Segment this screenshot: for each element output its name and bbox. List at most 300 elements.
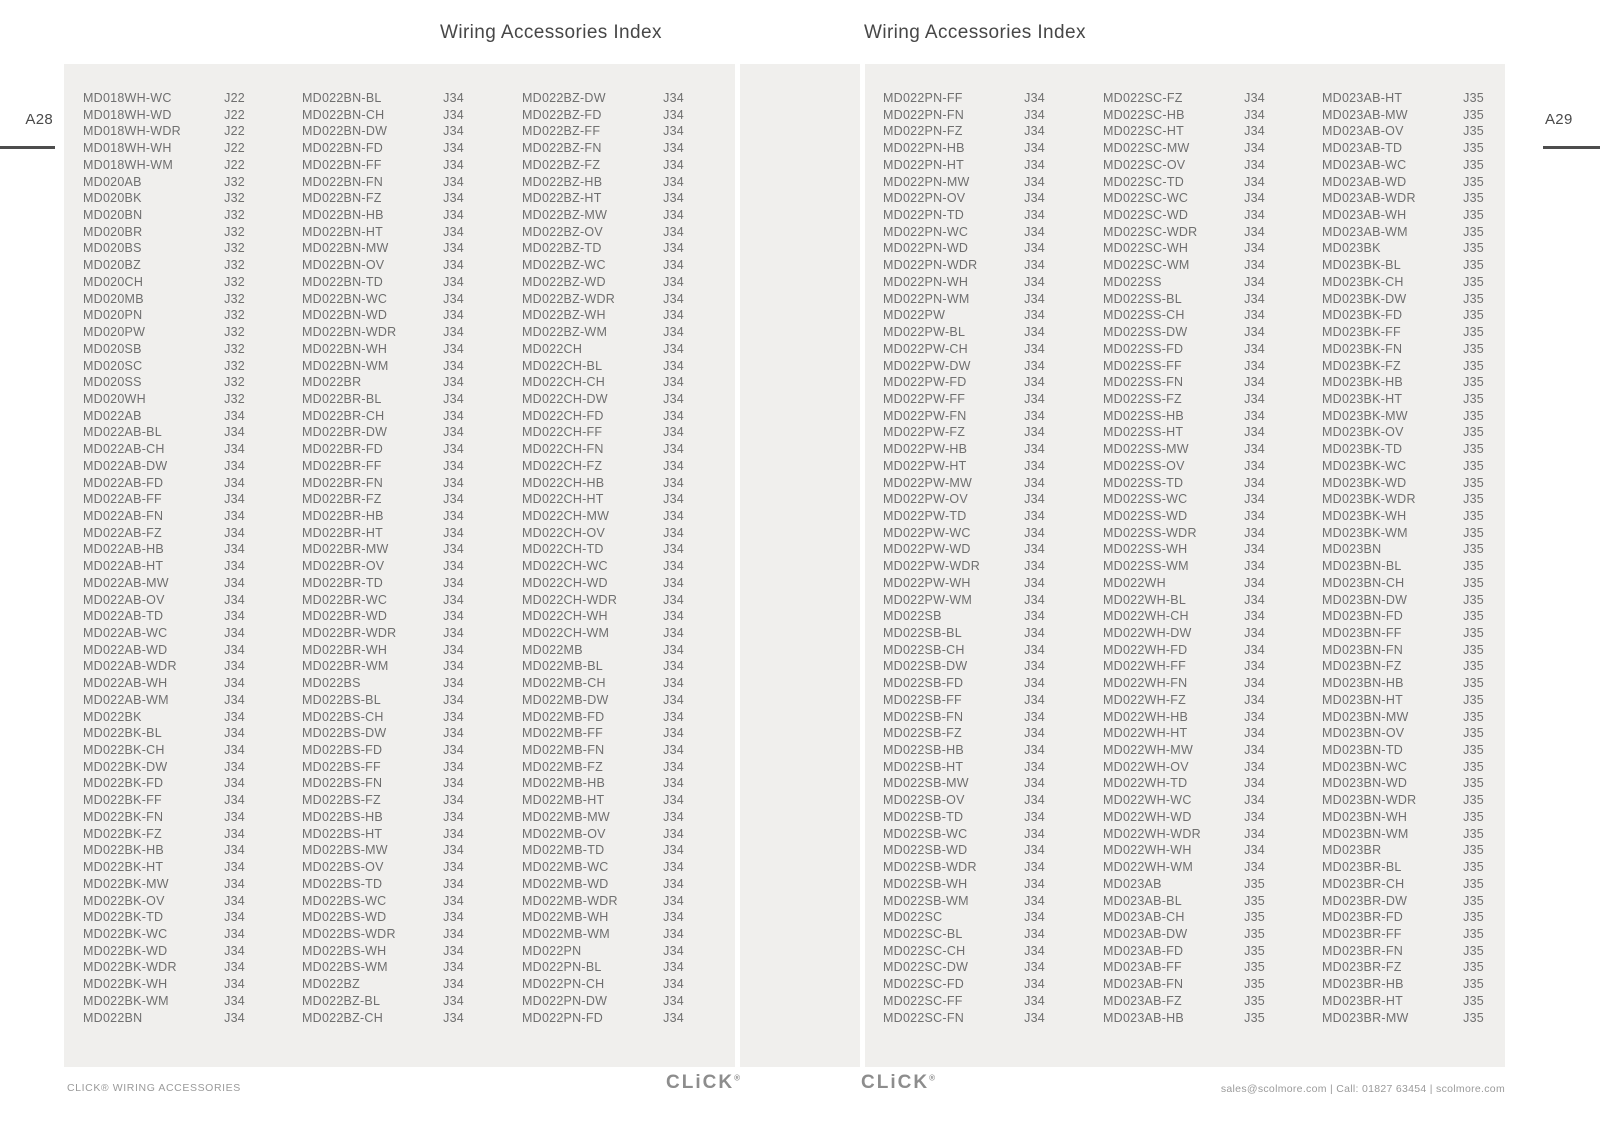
page-ref: J35 — [1244, 1010, 1265, 1025]
index-entry — [302, 944, 464, 961]
index-entry — [1103, 492, 1265, 509]
index-entry — [1103, 960, 1265, 977]
page-ref: J34 — [1244, 743, 1265, 758]
product-code: MD023BK-WC — [1322, 458, 1407, 473]
index-entry — [883, 542, 1045, 559]
page-ref: J34 — [1024, 910, 1045, 925]
product-code: MD020SS — [83, 375, 142, 390]
index-entry — [302, 894, 464, 911]
index-entry — [883, 977, 1045, 994]
page-ref: J34 — [1024, 943, 1045, 958]
index-entry — [1322, 659, 1484, 676]
product-code: MD022BR-WC — [302, 592, 388, 607]
index-entry — [883, 877, 1045, 894]
index-entry — [1322, 175, 1484, 192]
page-ref: J34 — [1244, 759, 1265, 774]
page-ref: J34 — [224, 575, 245, 590]
index-column-6 — [1322, 91, 1484, 1027]
product-code: MD023BN-DW — [1322, 592, 1408, 607]
index-entry — [1322, 1011, 1484, 1028]
product-code: MD022BK-OV — [83, 893, 165, 908]
product-code: MD023BN-FD — [1322, 609, 1403, 624]
product-code: MD022CH-OV — [522, 525, 606, 540]
index-entry — [1322, 843, 1484, 860]
product-code: MD022BK-FF — [83, 793, 162, 808]
page-ref: J35 — [1463, 508, 1484, 523]
product-code: MD022BS-WH — [302, 943, 387, 958]
product-code: MD022PW — [883, 308, 946, 323]
page-ref: J34 — [1024, 826, 1045, 841]
index-entry — [83, 526, 245, 543]
product-code: MD022WH-DW — [1103, 626, 1192, 640]
page-ref: J34 — [443, 575, 464, 590]
product-code: MD023BN — [1322, 542, 1382, 557]
page-ref: J34 — [663, 1010, 684, 1025]
product-code: MD022BN-FF — [302, 157, 382, 172]
product-code: MD020AB — [83, 174, 142, 189]
index-entry — [522, 609, 684, 626]
page-ref: J34 — [1024, 743, 1045, 758]
index-entry — [1103, 743, 1265, 760]
product-code: MD022MB-WDR — [522, 893, 618, 908]
page-ref: J34 — [1024, 592, 1045, 607]
product-code: MD022BN-OV — [302, 258, 385, 273]
page-ref: J35 — [1463, 676, 1484, 691]
product-code: MD022BK-TD — [83, 910, 164, 925]
index-entry — [1322, 910, 1484, 927]
product-code: MD022BK-MW — [83, 876, 169, 891]
page-ref: J34 — [663, 308, 684, 323]
product-code: MD022SC-MW — [1103, 141, 1190, 156]
index-entry — [522, 509, 684, 526]
product-code: MD020BN — [83, 208, 143, 223]
index-entry — [83, 225, 245, 242]
index-entry — [522, 392, 684, 409]
product-code: MD020MB — [83, 291, 144, 306]
index-entry — [1322, 944, 1484, 961]
index-entry — [1103, 409, 1265, 426]
product-code: MD022SB-FF — [883, 692, 962, 707]
page-ref: J34 — [443, 977, 464, 992]
index-entry — [1103, 175, 1265, 192]
product-code: MD022WH-WC — [1103, 793, 1192, 808]
product-code: MD022PN-WDR — [883, 258, 978, 273]
page-ref: J34 — [224, 626, 245, 640]
page-ref: J35 — [1463, 191, 1484, 206]
product-code: MD022SS-DW — [1103, 325, 1188, 340]
product-code: MD022BK-CH — [83, 743, 165, 758]
page-ref: J34 — [224, 709, 245, 724]
product-code: MD023BN-WC — [1322, 759, 1408, 774]
page-ref: J34 — [443, 726, 464, 741]
page-ref: J34 — [663, 759, 684, 774]
index-entry — [522, 476, 684, 493]
index-entry — [302, 776, 464, 793]
page-ref: J35 — [1463, 910, 1484, 925]
index-entry — [1103, 693, 1265, 710]
page-ref: J34 — [443, 375, 464, 390]
page-ref: J34 — [224, 659, 245, 674]
product-code: MD022SS-HT — [1103, 425, 1184, 440]
page-ref: J34 — [443, 910, 464, 925]
page-ref: J34 — [1024, 559, 1045, 574]
page-ref: J34 — [1024, 960, 1045, 975]
page-ref: J34 — [443, 759, 464, 774]
product-code: MD022BR-FF — [302, 458, 382, 473]
product-code: MD022SB — [883, 609, 942, 624]
page-ref: J34 — [443, 926, 464, 941]
page-ref: J34 — [1244, 592, 1265, 607]
page-ref: J35 — [1463, 291, 1484, 306]
index-entry — [83, 1011, 245, 1028]
product-code: MD022PN-HB — [883, 141, 965, 156]
product-code: MD022AB-HT — [83, 559, 164, 574]
product-code: MD022CH-TD — [522, 542, 604, 557]
index-entry — [1322, 492, 1484, 509]
index-entry — [883, 292, 1045, 309]
product-code: MD022SC-TD — [1103, 174, 1184, 189]
page-ref: J34 — [1244, 458, 1265, 473]
product-code: MD022BZ-WDR — [522, 291, 616, 306]
page-ref: J34 — [1024, 241, 1045, 256]
page-ref: J22 — [224, 157, 245, 172]
product-code: MD022BS-DW — [302, 726, 387, 741]
product-code: MD022BK-BL — [83, 726, 162, 741]
page-ref: J34 — [1244, 241, 1265, 256]
page-ref: J34 — [1244, 475, 1265, 490]
product-code: MD023AB-WDR — [1322, 191, 1416, 206]
index-entry — [522, 158, 684, 175]
index-entry — [883, 676, 1045, 693]
page-ref: J32 — [224, 174, 245, 189]
product-code: MD022PN — [522, 943, 582, 958]
page-ref: J35 — [1463, 826, 1484, 841]
index-entry — [83, 659, 245, 676]
page-ref: J22 — [224, 124, 245, 139]
product-code: MD022BR-OV — [302, 559, 385, 574]
index-entry — [1103, 877, 1265, 894]
product-code: MD022BS-FD — [302, 743, 383, 758]
index-entry — [1103, 810, 1265, 827]
page-ref: J34 — [224, 893, 245, 908]
page-ref: J34 — [663, 893, 684, 908]
index-entry — [883, 927, 1045, 944]
product-code: MD022PW-DW — [883, 358, 971, 373]
product-code: MD018WH-WD — [83, 107, 172, 122]
product-code: MD023AB-TD — [1322, 141, 1403, 156]
page-ref: J34 — [443, 141, 464, 156]
product-code: MD022AB-MW — [83, 575, 169, 590]
page-ref: J34 — [1244, 91, 1265, 105]
product-code: MD022MB-TD — [522, 843, 605, 858]
product-code: MD022BN-HT — [302, 224, 383, 239]
product-code: MD022PW-WH — [883, 575, 971, 590]
page-ref: J34 — [663, 609, 684, 624]
page-ref: J34 — [1024, 876, 1045, 891]
page-ref: J34 — [663, 793, 684, 808]
page-ref: J35 — [1463, 926, 1484, 941]
product-code: MD022BZ-BL — [302, 993, 381, 1008]
product-code: MD022PN-WD — [883, 241, 969, 256]
page-ref: J34 — [1024, 274, 1045, 289]
product-code: MD022PW-WC — [883, 525, 971, 540]
index-entry — [302, 643, 464, 660]
product-code: MD022BS — [302, 676, 361, 691]
click-logo — [861, 1072, 935, 1094]
product-code: MD023BK-WD — [1322, 475, 1407, 490]
product-code: MD020BS — [83, 241, 142, 256]
index-entry — [83, 492, 245, 509]
page-ref: J34 — [1024, 475, 1045, 490]
product-code: MD022SB-FD — [883, 676, 964, 691]
index-entry — [83, 258, 245, 275]
index-entry — [883, 141, 1045, 158]
index-entry — [302, 509, 464, 526]
page-ref: J34 — [663, 358, 684, 373]
index-entry — [302, 760, 464, 777]
page-ref: J34 — [224, 442, 245, 457]
page-ref: J34 — [1244, 575, 1265, 590]
page-ref: J34 — [224, 776, 245, 791]
index-entry — [522, 124, 684, 141]
page-ref: J34 — [1024, 676, 1045, 691]
page-ref: J34 — [1024, 709, 1045, 724]
product-code: MD022BR-MW — [302, 542, 389, 557]
product-code: MD022BZ-FZ — [522, 157, 601, 172]
product-code: MD022MB-WM — [522, 926, 610, 941]
index-entry — [83, 425, 245, 442]
page-ref: J34 — [663, 826, 684, 841]
product-code: MD022SB-DW — [883, 659, 968, 674]
page-ref: J34 — [224, 475, 245, 490]
page-ref: J34 — [1024, 325, 1045, 340]
page-ref: J34 — [224, 843, 245, 858]
page-ref: J34 — [1244, 341, 1265, 356]
product-code: MD022PN-WM — [883, 291, 970, 306]
product-code: MD022BN-TD — [302, 274, 383, 289]
product-code: MD022CH-WM — [522, 626, 610, 640]
page-ref: J34 — [663, 659, 684, 674]
product-code: MD022AB-CH — [83, 442, 165, 457]
index-entry — [883, 175, 1045, 192]
page-ref: J34 — [443, 960, 464, 975]
product-code: MD022PN-FF — [883, 91, 963, 105]
product-code: MD022SB-OV — [883, 793, 965, 808]
index-entry — [83, 977, 245, 994]
product-code: MD022WH-OV — [1103, 759, 1189, 774]
index-entry — [1103, 442, 1265, 459]
page-tab-rule — [1543, 146, 1600, 149]
product-code: MD022PW-FD — [883, 375, 967, 390]
page-ref: J34 — [663, 776, 684, 791]
index-entry — [1322, 191, 1484, 208]
product-code: MD023BK-FF — [1322, 325, 1401, 340]
index-entry — [883, 810, 1045, 827]
page-ref: J34 — [663, 743, 684, 758]
page-ref: J35 — [1463, 709, 1484, 724]
index-entry — [1322, 442, 1484, 459]
product-code: MD020PW — [83, 325, 146, 340]
page-tab-left — [0, 111, 55, 128]
index-entry — [83, 191, 245, 208]
product-code: MD022WH-WDR — [1103, 826, 1201, 841]
page-ref: J35 — [1463, 809, 1484, 824]
product-code: MD022BN-BL — [302, 91, 382, 105]
page-ref: J32 — [224, 258, 245, 273]
product-code: MD023BN-WDR — [1322, 793, 1417, 808]
product-code: MD023AB — [1103, 876, 1162, 891]
page-ref: J34 — [663, 91, 684, 105]
page-ref: J34 — [1024, 1010, 1045, 1025]
page-ref: J34 — [663, 993, 684, 1008]
product-code: MD022BS-WC — [302, 893, 387, 908]
product-code: MD022SS — [1103, 274, 1162, 289]
product-code: MD023BR-BL — [1322, 860, 1402, 875]
page-ref: J35 — [1463, 475, 1484, 490]
index-entry — [522, 994, 684, 1011]
product-code: MD023BN-WM — [1322, 826, 1409, 841]
index-entry — [1103, 292, 1265, 309]
page-ref: J34 — [1024, 542, 1045, 557]
product-code: MD022AB-DW — [83, 458, 168, 473]
page-ref: J34 — [1244, 559, 1265, 574]
product-code: MD022WH-MW — [1103, 743, 1193, 758]
page-ref: J34 — [663, 107, 684, 122]
page-ref: J34 — [1244, 508, 1265, 523]
page-ref: J34 — [443, 893, 464, 908]
index-entry — [883, 994, 1045, 1011]
index-entry — [302, 793, 464, 810]
page-ref: J32 — [224, 391, 245, 406]
index-entry — [522, 960, 684, 977]
product-code: MD022BN-FN — [302, 174, 383, 189]
product-code: MD022PW-HB — [883, 442, 968, 457]
index-entry — [1322, 526, 1484, 543]
index-entry — [302, 994, 464, 1011]
page-ref: J34 — [224, 910, 245, 925]
page-ref: J34 — [663, 860, 684, 875]
index-entry — [1103, 275, 1265, 292]
index-entry — [883, 208, 1045, 225]
index-entry — [1103, 258, 1265, 275]
index-entry — [302, 743, 464, 760]
page-ref: J34 — [1244, 358, 1265, 373]
page-ref: J34 — [1024, 425, 1045, 440]
index-entry — [1103, 459, 1265, 476]
page-ref: J22 — [224, 141, 245, 156]
product-code: MD022SB-CH — [883, 642, 965, 657]
product-code: MD023BK-DW — [1322, 291, 1407, 306]
product-code: MD022WH-BL — [1103, 592, 1187, 607]
index-entry — [302, 392, 464, 409]
page-ref: J34 — [224, 542, 245, 557]
product-code: MD023AB-WM — [1322, 224, 1408, 239]
index-entry — [1322, 760, 1484, 777]
page-ref: J34 — [1024, 525, 1045, 540]
product-code: MD022MB-WH — [522, 910, 609, 925]
page-ref: J34 — [443, 609, 464, 624]
product-code: MD020CH — [83, 274, 144, 289]
page-ref: J34 — [443, 224, 464, 239]
product-code: MD022BS-TD — [302, 876, 383, 891]
page-ref: J34 — [1024, 860, 1045, 875]
index-entry — [522, 710, 684, 727]
product-code: MD022BS-BL — [302, 692, 381, 707]
page-ref: J34 — [1024, 391, 1045, 406]
product-code: MD022BN-WDR — [302, 325, 397, 340]
index-entry — [302, 810, 464, 827]
index-entry — [883, 743, 1045, 760]
index-entry — [883, 158, 1045, 175]
product-code: MD022MB — [522, 642, 583, 657]
index-entry — [83, 342, 245, 359]
index-entry — [883, 1011, 1045, 1028]
page-ref: J34 — [663, 492, 684, 507]
page-ref: J34 — [663, 943, 684, 958]
index-entry — [522, 91, 684, 108]
product-code: MD022BN-MW — [302, 241, 389, 256]
page-ref: J35 — [1463, 993, 1484, 1008]
page-ref: J34 — [1244, 826, 1265, 841]
product-code: MD023BK-FN — [1322, 341, 1403, 356]
index-entry — [1322, 375, 1484, 392]
product-code: MD022PW-CH — [883, 341, 968, 356]
page-ref: J34 — [663, 542, 684, 557]
index-entry — [883, 860, 1045, 877]
index-entry — [883, 442, 1045, 459]
index-entry — [522, 860, 684, 877]
page-ref: J32 — [224, 341, 245, 356]
page-ref: J34 — [443, 776, 464, 791]
index-entry — [883, 392, 1045, 409]
product-code: MD022PW-HT — [883, 458, 967, 473]
index-entry — [83, 442, 245, 459]
page-ref: J22 — [224, 91, 245, 105]
product-code: MD020PN — [83, 308, 143, 323]
product-code: MD020BR — [83, 224, 143, 239]
product-code: MD022BZ-TD — [522, 241, 602, 256]
index-entry — [1322, 743, 1484, 760]
page-ref: J34 — [443, 692, 464, 707]
index-entry — [1103, 977, 1265, 994]
product-code: MD020SB — [83, 341, 142, 356]
page-ref: J34 — [1244, 776, 1265, 791]
index-entry — [83, 810, 245, 827]
page-ref: J34 — [1244, 676, 1265, 691]
page-ref: J34 — [663, 141, 684, 156]
page-ref: J34 — [1024, 609, 1045, 624]
index-entry — [522, 793, 684, 810]
page-ref: J34 — [443, 676, 464, 691]
page-ref: J34 — [663, 910, 684, 925]
page-ref: J34 — [224, 793, 245, 808]
page-ref: J35 — [1463, 408, 1484, 423]
product-code: MD022SS-BL — [1103, 291, 1182, 306]
product-code: MD022SB-HB — [883, 743, 964, 758]
page-ref: J34 — [663, 692, 684, 707]
product-code: MD022WH — [1103, 575, 1166, 590]
page-ref: J34 — [1024, 157, 1045, 172]
product-code: MD022AB-FF — [83, 492, 162, 507]
index-entry — [883, 944, 1045, 961]
page-ref: J34 — [1244, 659, 1265, 674]
index-entry — [522, 576, 684, 593]
page-ref: J34 — [443, 860, 464, 875]
page-tab-right — [1543, 111, 1600, 128]
page-ref: J34 — [663, 475, 684, 490]
product-code: MD022BZ-MW — [522, 208, 608, 223]
index-entry — [302, 593, 464, 610]
